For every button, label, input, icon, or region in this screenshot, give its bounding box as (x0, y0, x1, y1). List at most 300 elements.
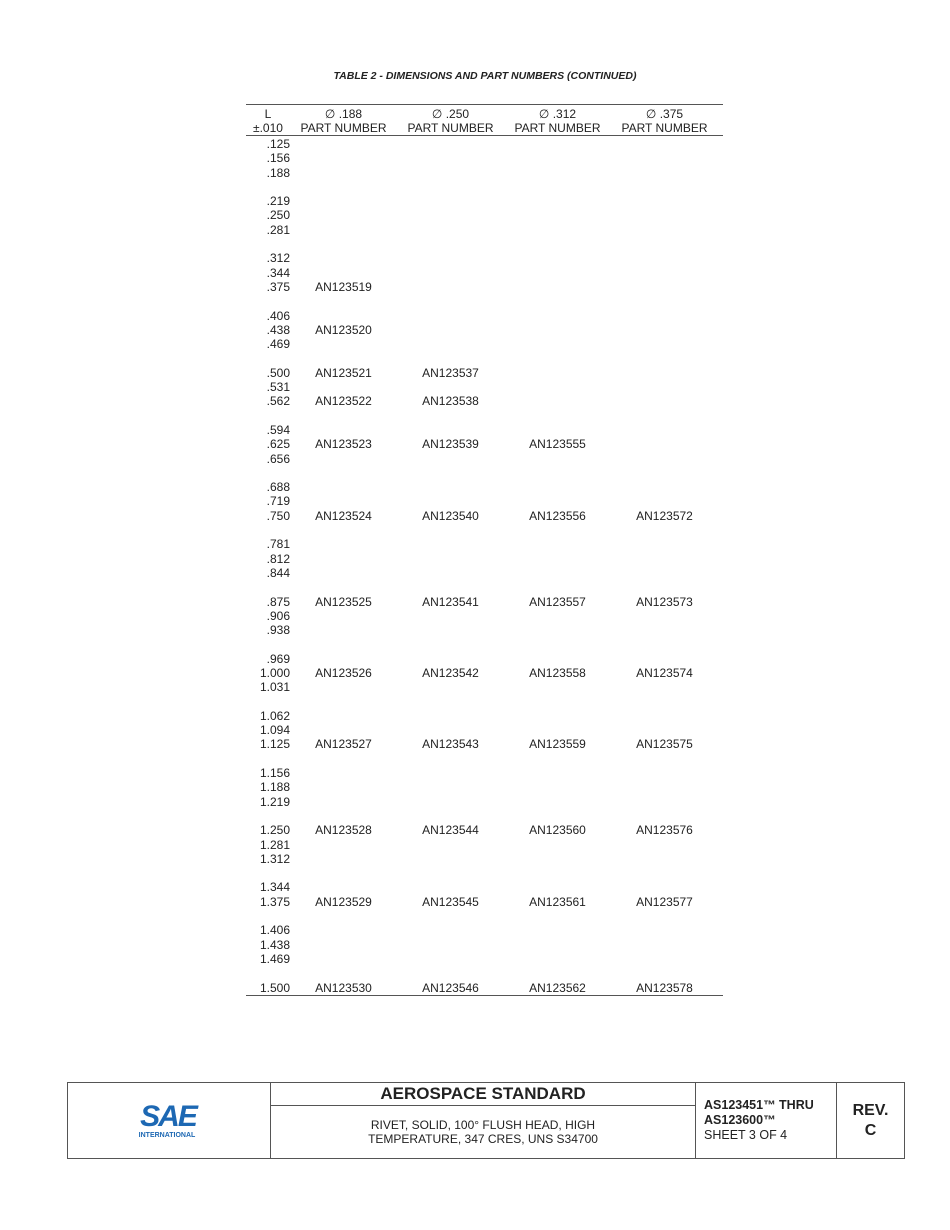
part-number-cell (290, 251, 397, 265)
group-spacer (246, 523, 723, 537)
length-cell: 1.438 (259, 937, 290, 952)
length-cell: .656 (266, 451, 290, 466)
part-number-cell (397, 623, 504, 637)
revision-value: C (864, 1121, 877, 1139)
table-row (246, 709, 723, 723)
part-number-cell: AN123529 (315, 894, 372, 909)
sae-logo-icon (133, 1101, 205, 1141)
length-cell: .688 (266, 480, 290, 495)
part-number-cell: AN123525 (315, 594, 372, 609)
part-number-cell (290, 309, 397, 323)
part-number-cell (397, 194, 504, 208)
part-number-cell (611, 566, 718, 580)
part-number-cell (504, 680, 611, 694)
part-number-cell (504, 208, 611, 222)
part-number-cell (611, 166, 718, 180)
part-number-cell: AN123574 (636, 665, 693, 680)
part-number-cell (504, 552, 611, 566)
part-number-cell (611, 194, 718, 208)
length-cell: .781 (266, 537, 290, 552)
length-cell: .250 (266, 208, 290, 223)
length-cell: .375 (266, 279, 290, 294)
length-cell: .719 (266, 494, 290, 509)
part-number-cell: AN123576 (636, 823, 693, 838)
table-row (246, 838, 723, 852)
part-number-cell (504, 766, 611, 780)
part-number-cell (504, 251, 611, 265)
part-number-cell: AN123578 (636, 980, 693, 995)
group-spacer (246, 237, 723, 251)
part-number-cell: AN123575 (636, 737, 693, 752)
part-number-cell: AN123530 (315, 980, 372, 995)
part-number-cell (611, 938, 718, 952)
part-number-cell (397, 680, 504, 694)
document-description (271, 1106, 695, 1158)
logo-wordmark: SAE (140, 1100, 196, 1133)
group-spacer (246, 866, 723, 880)
header-part-number-label: PART NUMBER (300, 121, 387, 135)
part-number-cell: AN123560 (529, 823, 586, 838)
part-number-cell (290, 151, 397, 165)
part-number-cell (290, 923, 397, 937)
length-cell: .344 (266, 265, 290, 280)
part-number-cell (611, 552, 718, 566)
length-cell: .938 (266, 623, 290, 638)
header-dia-label: ∅ .188 (324, 107, 363, 121)
table-row (246, 780, 723, 794)
part-number-cell (611, 494, 718, 508)
part-number-cell (290, 795, 397, 809)
doc-number-line-2: AS123600™ (704, 1113, 776, 1127)
table-row (246, 537, 723, 551)
part-number-cell (290, 223, 397, 237)
part-number-cell (397, 852, 504, 866)
part-number-cell: AN123526 (315, 665, 372, 680)
part-number-cell (504, 652, 611, 666)
table-row (246, 680, 723, 694)
part-number-cell (397, 566, 504, 580)
part-number-cell (611, 452, 718, 466)
table-row (246, 566, 723, 580)
part-number-cell (397, 309, 504, 323)
part-number-cell (611, 366, 718, 380)
part-number-cell (290, 208, 397, 222)
part-number-cell (611, 952, 718, 966)
length-cell: 1.281 (259, 837, 290, 852)
part-number-cell: AN123543 (422, 737, 479, 752)
part-number-cell (611, 537, 718, 551)
part-number-cell (611, 723, 718, 737)
part-number-cell (504, 709, 611, 723)
part-number-cell: AN123522 (315, 394, 372, 409)
table-row (246, 208, 723, 222)
group-spacer (246, 637, 723, 651)
group-spacer (246, 351, 723, 365)
table-row (246, 737, 723, 751)
table-row (246, 394, 723, 408)
length-cell: .219 (266, 194, 290, 209)
part-number-cell (290, 838, 397, 852)
table-row (246, 923, 723, 937)
part-number-cell (290, 266, 397, 280)
part-number-cell: AN123557 (529, 594, 586, 609)
group-spacer (246, 180, 723, 194)
length-cell: .844 (266, 565, 290, 580)
part-number-cell (290, 537, 397, 551)
part-number-cell (504, 880, 611, 894)
length-cell: .625 (266, 437, 290, 452)
table-row (246, 423, 723, 437)
part-number-cell (504, 923, 611, 937)
length-cell: .562 (266, 394, 290, 409)
table-row (246, 880, 723, 894)
header-dia-label: ∅ .312 (538, 107, 577, 121)
group-spacer (246, 580, 723, 594)
part-number-cell (504, 137, 611, 151)
table-bottom-rule (246, 995, 723, 996)
part-number-cell (397, 151, 504, 165)
revision-label: REV. (852, 1101, 889, 1119)
description-line-1: RIVET, SOLID, 100° FLUSH HEAD, HIGH (370, 1118, 596, 1132)
table-row (246, 823, 723, 837)
part-number-cell (611, 766, 718, 780)
table-row (246, 552, 723, 566)
part-number-cell (397, 223, 504, 237)
part-number-cell (397, 166, 504, 180)
length-cell: .156 (266, 151, 290, 166)
length-cell: 1.344 (259, 880, 290, 895)
length-cell: 1.500 (259, 980, 290, 995)
sae-logo (68, 1083, 271, 1158)
part-number-cell (290, 337, 397, 351)
part-number-cell: AN123537 (422, 365, 479, 380)
part-number-cell (611, 852, 718, 866)
part-number-cell (504, 309, 611, 323)
part-number-cell (290, 609, 397, 623)
table-row (246, 981, 723, 995)
part-number-cell (611, 137, 718, 151)
part-number-cell (504, 480, 611, 494)
part-number-cell (504, 266, 611, 280)
part-number-cell (504, 223, 611, 237)
part-number-cell (504, 166, 611, 180)
part-number-cell (290, 452, 397, 466)
part-number-cell: AN123562 (529, 980, 586, 995)
header-part-number-label: PART NUMBER (621, 121, 708, 135)
part-number-cell (611, 838, 718, 852)
length-cell: 1.156 (259, 766, 290, 781)
part-number-cell (504, 366, 611, 380)
header-tolerance-label: ±.010 (253, 121, 283, 135)
table-row (246, 280, 723, 294)
table-row (246, 194, 723, 208)
part-number-cell (397, 480, 504, 494)
part-number-cell (611, 394, 718, 408)
length-cell: 1.375 (259, 894, 290, 909)
part-number-cell (504, 838, 611, 852)
part-number-cell (504, 280, 611, 294)
part-number-cell: AN123528 (315, 823, 372, 838)
description-line-2: TEMPERATURE, 347 CRES, UNS S34700 (368, 1132, 598, 1146)
part-number-cell (504, 623, 611, 637)
table-row (246, 337, 723, 351)
length-cell: 1.250 (259, 823, 290, 838)
table-row (246, 437, 723, 451)
table-row (246, 938, 723, 952)
part-number-cell (290, 552, 397, 566)
part-number-cell (504, 394, 611, 408)
part-number-cell (290, 880, 397, 894)
table-row (246, 852, 723, 866)
part-number-cell (397, 923, 504, 937)
part-number-cell: AN123572 (636, 508, 693, 523)
table-row (246, 952, 723, 966)
part-number-cell (504, 952, 611, 966)
part-number-cell (397, 208, 504, 222)
part-number-cell (611, 480, 718, 494)
table-row (246, 380, 723, 394)
header-dia-375 (611, 105, 718, 135)
part-number-cell (397, 552, 504, 566)
part-number-cell (397, 652, 504, 666)
length-cell: 1.062 (259, 708, 290, 723)
part-number-cell (504, 323, 611, 337)
part-number-cell (504, 423, 611, 437)
part-number-cell (397, 494, 504, 508)
length-cell: 1.031 (259, 680, 290, 695)
part-number-cell (290, 480, 397, 494)
table-row (246, 666, 723, 680)
part-number-cell (397, 880, 504, 894)
part-number-cell: AN123521 (315, 365, 372, 380)
part-number-cell (611, 795, 718, 809)
length-cell: .500 (266, 365, 290, 380)
part-number-cell (611, 680, 718, 694)
part-number-cell: AN123520 (315, 322, 372, 337)
table-row (246, 266, 723, 280)
table-row (246, 151, 723, 165)
header-dia-label: ∅ .250 (431, 107, 470, 121)
part-number-cell (290, 938, 397, 952)
part-number-cell (397, 723, 504, 737)
part-number-cell (504, 566, 611, 580)
part-number-cell (290, 709, 397, 723)
group-spacer (246, 409, 723, 423)
part-number-cell (397, 380, 504, 394)
part-number-cell (611, 151, 718, 165)
part-number-cell: AN123544 (422, 823, 479, 838)
part-number-cell (504, 380, 611, 394)
document-number-cell (696, 1083, 837, 1158)
length-cell: .406 (266, 308, 290, 323)
part-number-cell (397, 266, 504, 280)
part-number-cell (611, 923, 718, 937)
sheet-number: SHEET 3 OF 4 (704, 1128, 788, 1142)
part-number-cell (504, 194, 611, 208)
part-number-cell (611, 652, 718, 666)
part-number-cell (397, 323, 504, 337)
part-number-cell: AN123524 (315, 508, 372, 523)
part-number-cell (397, 952, 504, 966)
part-number-cell (397, 609, 504, 623)
length-cell: .469 (266, 337, 290, 352)
header-dia-188 (290, 105, 397, 135)
part-number-cell (504, 938, 611, 952)
header-dia-label: ∅ .375 (645, 107, 684, 121)
part-number-cell: AN123538 (422, 394, 479, 409)
part-number-cell (611, 623, 718, 637)
length-cell: 1.219 (259, 794, 290, 809)
group-spacer (246, 809, 723, 823)
length-cell: .812 (266, 551, 290, 566)
length-cell: .906 (266, 608, 290, 623)
part-number-cell (611, 780, 718, 794)
group-spacer (246, 909, 723, 923)
length-cell: .312 (266, 251, 290, 266)
table-row (246, 895, 723, 909)
part-number-cell: AN123573 (636, 594, 693, 609)
header-part-number-label: PART NUMBER (407, 121, 494, 135)
header-length (246, 105, 290, 135)
part-number-cell (504, 537, 611, 551)
table-header (246, 105, 723, 135)
part-number-cell (290, 137, 397, 151)
group-spacer (246, 695, 723, 709)
table-row (246, 652, 723, 666)
length-cell: 1.000 (259, 665, 290, 680)
part-number-cell (397, 251, 504, 265)
part-number-cell: AN123559 (529, 737, 586, 752)
part-number-cell (290, 952, 397, 966)
title-cell (271, 1083, 696, 1158)
table-body (246, 136, 723, 995)
part-number-cell (611, 323, 718, 337)
part-number-cell (504, 723, 611, 737)
part-number-cell (290, 494, 397, 508)
part-number-cell (611, 423, 718, 437)
length-cell: 1.125 (259, 737, 290, 752)
table-row (246, 166, 723, 180)
part-number-cell (611, 880, 718, 894)
group-spacer (246, 294, 723, 308)
table-row (246, 509, 723, 523)
part-number-cell: AN123539 (422, 437, 479, 452)
length-cell: .750 (266, 508, 290, 523)
revision-cell (837, 1083, 904, 1158)
table-row (246, 251, 723, 265)
group-spacer (246, 752, 723, 766)
part-number-cell (290, 852, 397, 866)
part-number-cell (397, 795, 504, 809)
header-dia-250 (397, 105, 504, 135)
table-row (246, 223, 723, 237)
part-number-cell (397, 838, 504, 852)
part-number-cell (611, 266, 718, 280)
part-number-cell (397, 337, 504, 351)
part-number-cell (397, 780, 504, 794)
part-number-cell (504, 337, 611, 351)
part-number-cell: AN123577 (636, 894, 693, 909)
part-number-cell: AN123545 (422, 894, 479, 909)
group-spacer (246, 466, 723, 480)
table-row (246, 609, 723, 623)
part-number-cell (611, 208, 718, 222)
part-number-cell (611, 437, 718, 451)
part-number-cell: AN123523 (315, 437, 372, 452)
length-cell: .281 (266, 222, 290, 237)
part-number-cell (397, 280, 504, 294)
header-dia-312 (504, 105, 611, 135)
part-number-cell: AN123555 (529, 437, 586, 452)
part-number-cell (397, 938, 504, 952)
part-number-cell (611, 251, 718, 265)
length-cell: 1.188 (259, 780, 290, 795)
part-number-cell: AN123527 (315, 737, 372, 752)
part-number-cell (290, 723, 397, 737)
part-number-cell (290, 166, 397, 180)
table-row (246, 766, 723, 780)
part-number-cell (504, 780, 611, 794)
logo-subtext: INTERNATIONAL (138, 1131, 196, 1139)
part-number-cell: AN123540 (422, 508, 479, 523)
length-cell: .188 (266, 165, 290, 180)
part-number-cell (290, 380, 397, 394)
part-number-cell (290, 194, 397, 208)
part-number-cell (611, 337, 718, 351)
part-number-cell (397, 423, 504, 437)
part-number-cell (611, 280, 718, 294)
part-number-cell (397, 137, 504, 151)
part-number-cell (290, 652, 397, 666)
part-number-cell: AN123546 (422, 980, 479, 995)
length-cell: .438 (266, 322, 290, 337)
table-title: TABLE 2 - DIMENSIONS AND PART NUMBERS (CONTINUED) (333, 70, 637, 82)
part-number-cell (504, 609, 611, 623)
part-number-cell (611, 609, 718, 623)
part-number-cell (611, 380, 718, 394)
header-l-label: L (264, 107, 272, 121)
doc-number-line-1: AS123451™ THRU (704, 1098, 814, 1112)
table-row (246, 795, 723, 809)
part-number-cell (611, 709, 718, 723)
part-number-cell: AN123561 (529, 894, 586, 909)
table-row (246, 309, 723, 323)
table-row (246, 366, 723, 380)
dimensions-table (246, 104, 723, 996)
length-cell: .594 (266, 422, 290, 437)
part-number-cell: AN123541 (422, 594, 479, 609)
table-row (246, 480, 723, 494)
part-number-cell (290, 623, 397, 637)
length-cell: .125 (266, 137, 290, 151)
table-row (246, 723, 723, 737)
part-number-cell (290, 780, 397, 794)
group-spacer (246, 966, 723, 980)
part-number-cell (504, 795, 611, 809)
part-number-cell: AN123556 (529, 508, 586, 523)
header-part-number-label: PART NUMBER (514, 121, 601, 135)
part-number-cell (290, 423, 397, 437)
table-row (246, 595, 723, 609)
part-number-cell: AN123519 (315, 279, 372, 294)
table-row (246, 623, 723, 637)
part-number-cell (397, 537, 504, 551)
length-cell: 1.312 (259, 851, 290, 866)
part-number-cell (504, 151, 611, 165)
length-cell: 1.406 (259, 923, 290, 938)
part-number-cell (504, 452, 611, 466)
standard-type: AEROSPACE STANDARD (271, 1083, 695, 1106)
